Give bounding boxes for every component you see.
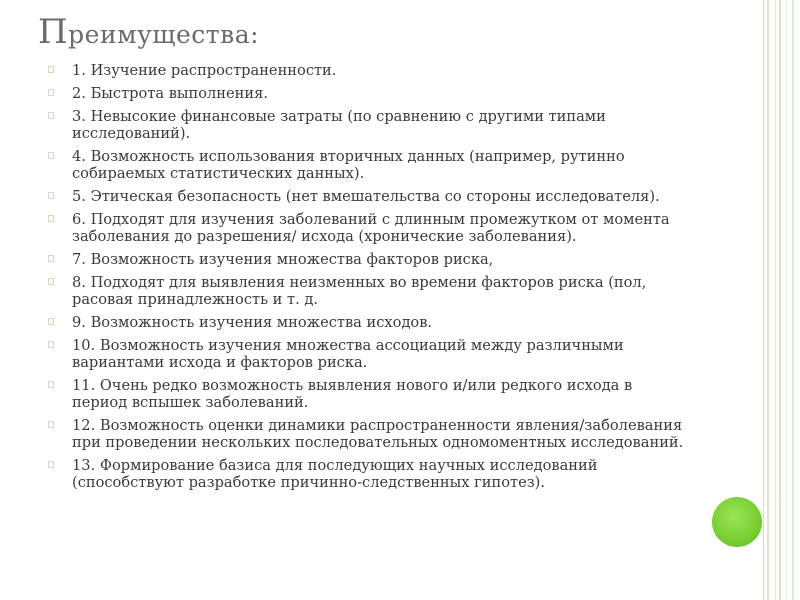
decorative-green-circle [712, 497, 762, 547]
list-item-text: 6. Подходят для изучения заболеваний с длинным промежутком от момента заболевания до разрешения/ исхода (хронические заболевания). [72, 211, 670, 245]
border-stripe [775, 0, 776, 600]
list-item-text: 2. Быстрота выполнения. [72, 85, 268, 102]
border-stripe [763, 0, 764, 600]
slide-title [38, 12, 259, 52]
list-item [48, 314, 688, 331]
list-item [48, 457, 688, 491]
list-item-text: 13. Формирование базиса для последующих научных исследований (способствуют разработке причинно-следственных гипотез). [72, 457, 598, 491]
list-item [48, 108, 688, 142]
border-stripe [767, 0, 769, 600]
advantages-list [48, 62, 688, 497]
slide-title-rest: реимущества: [68, 20, 260, 49]
bullet-icon [48, 112, 54, 119]
bullet-icon [48, 66, 54, 73]
list-item-text: 9. Возможность изучения множества исходов. [72, 314, 433, 331]
list-item-text: 10. Возможность изучения множества ассоциаций между различными вариантами исхода и факторов риска. [72, 337, 624, 371]
list-item [48, 211, 688, 245]
list-item [48, 417, 688, 451]
bullet-icon [48, 215, 54, 222]
bullet-icon [48, 278, 54, 285]
bullet-icon [48, 341, 54, 348]
list-item-text: 8. Подходят для выявления неизменных во времени факторов риска (пол, расовая принадлежность и т. д. [72, 274, 647, 308]
border-stripe [786, 0, 787, 600]
bullet-icon [48, 318, 54, 325]
list-item-text: 4. Возможность использования вторичных данных (например, рутинно собираемых статистических данных). [72, 148, 625, 182]
border-stripe [792, 0, 794, 600]
bullet-icon [48, 152, 54, 159]
slide-title-initial: П [38, 12, 69, 52]
bullet-icon [48, 421, 54, 428]
list-item [48, 62, 688, 79]
list-item [48, 85, 688, 102]
list-item-text: 1. Изучение распространенности. [72, 62, 337, 79]
bullet-icon [48, 255, 54, 262]
bullet-icon [48, 192, 54, 199]
bullet-icon [48, 89, 54, 96]
list-item [48, 148, 688, 182]
border-stripe [779, 0, 781, 600]
bullet-icon [48, 381, 54, 388]
list-item-text: 5. Этическая безопасность (нет вмешательства со стороны исследователя). [72, 188, 660, 205]
list-item [48, 188, 688, 205]
bullet-icon [48, 461, 54, 468]
list-item-text: 12. Возможность оценки динамики распространенности явления/заболевания при проведении нескольких последовательных одномоментных исследований. [72, 417, 684, 451]
list-item-text: 3. Невысокие финансовые затраты (по сравнению с другими типами исследований). [72, 108, 606, 142]
list-item [48, 274, 688, 308]
list-item [48, 337, 688, 371]
list-item-text: 7. Возможность изучения множества факторов риска, [72, 251, 494, 268]
list-item [48, 377, 688, 411]
list-item-text: 11. Очень редко возможность выявления нового и/или редкого исхода в период вспышек заболеваний. [72, 377, 633, 411]
list-item [48, 251, 688, 268]
